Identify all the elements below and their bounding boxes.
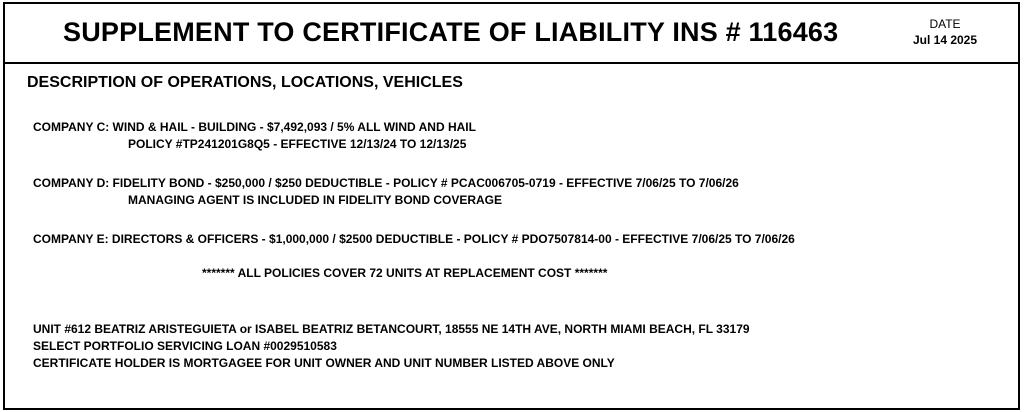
holder-line-3: CERTIFICATE HOLDER IS MORTGAGEE FOR UNIT OWNER AND UNIT NUMBER LISTED ABOVE ONLY	[33, 356, 615, 370]
holder-line-2: SELECT PORTFOLIO SERVICING LOAN #0029510583	[33, 339, 337, 353]
company-e-line-1: COMPANY E: DIRECTORS & OFFICERS - $1,000,000 / $2500 DEDUCTIBLE - POLICY # PDO7507814-00 - EFFECTIVE 7/06/25 TO 7/06/26	[33, 232, 795, 246]
coverage-notice: ******* ALL POLICIES COVER 72 UNITS AT REPLACEMENT COST *******	[202, 266, 608, 280]
date-value: Jul 14 2025	[912, 33, 978, 47]
company-d-line-1: COMPANY D: FIDELITY BOND - $250,000 / $250 DEDUCTIBLE - POLICY # PCAC006705-0719 - EFFECTIVE 7/06/25 TO 7/06/26	[33, 176, 739, 190]
date-label: DATE	[929, 17, 961, 31]
certificate-header	[5, 4, 1018, 64]
page-title: SUPPLEMENT TO CERTIFICATE OF LIABILITY INS # 116463	[63, 17, 839, 47]
company-d-line-2: MANAGING AGENT IS INCLUDED IN FIDELITY BOND COVERAGE	[128, 193, 503, 207]
section-title: DESCRIPTION OF OPERATIONS, LOCATIONS, VEHICLES	[27, 74, 463, 91]
holder-line-1: UNIT #612 BEATRIZ ARISTEGUIETA or ISABEL BEATRIZ BETANCOURT, 18555 NE 14TH AVE, NORTH MIAMI BEACH, FL 33179	[33, 322, 750, 336]
date-block	[903, 17, 987, 48]
company-c-line-2: POLICY #TP241201G8Q5 - EFFECTIVE 12/13/24 TO 12/13/25	[128, 137, 467, 151]
company-c-line-1: COMPANY C: WIND & HAIL - BUILDING - $7,492,093 / 5% ALL WIND AND HAIL	[33, 120, 476, 134]
